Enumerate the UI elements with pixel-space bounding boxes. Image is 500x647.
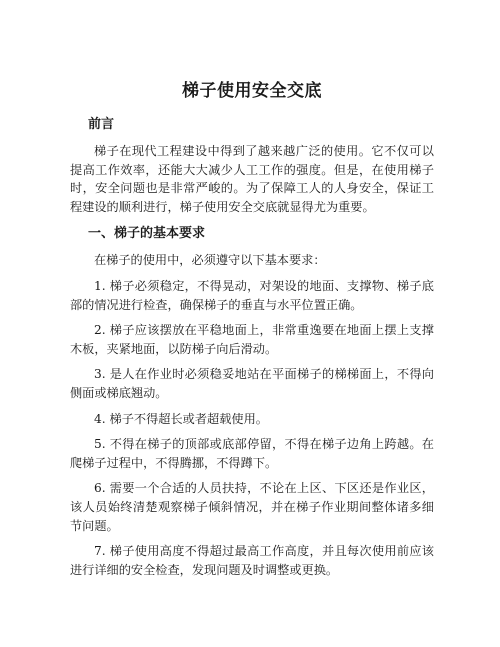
requirement-item: 1. 梯子必须稳定，不得晃动，对架设的地面、支撑物、梯子底部的情况进行检查，确保梯子的垂直与水平位置正确。 [70, 278, 434, 312]
requirement-item: 3. 是人在作业时必须稳妥地站在平面梯子的梯梯面上，不得向侧面或梯底翘动。 [70, 367, 434, 400]
preface-heading: 前言 [88, 117, 115, 132]
section-heading-basic-requirements: 一、梯子的基本要求 [88, 226, 206, 242]
requirement-item: 6. 需要一个合适的人员扶持，不论在上区、下区还是作业区，该人员始终清楚观察梯子倾斜情况，并在梯子作业期间整体诸多细节问题。 [70, 481, 434, 533]
requirement-item: 2. 梯子应该摆放在平稳地面上，非常重逸要在地面上摆上支撑木板，夹紧地面，以防梯子向后滑动。 [70, 323, 434, 356]
requirement-item: 7. 梯子使用高度不得超过最高工作高度，并且每次使用前应该进行详细的安全检查，发现问题及时调整或更换。 [70, 544, 434, 577]
preface-paragraph: 梯子在现代工程建设中得到了越来越广泛的使用。它不仅可以提高工作效率，还能大大减少人工工作的强度。但是，在使用梯子时，安全问题也是非常严峻的。为了保障工人的人身安全，保证工程建设的顺利进行，梯子使用安全交底就显得尤为重要。 [70, 144, 434, 214]
requirement-item: 5. 不得在梯子的顶部或底部停留，不得在梯子边角上跨越。在爬梯子过程中，不得腾挪，不得蹲下。 [70, 437, 434, 470]
section-intro-paragraph: 在梯子的使用中，必须遵守以下基本要求： [94, 253, 326, 268]
requirement-item: 4. 梯子不得超长或者超载使用。 [94, 411, 268, 426]
document-title: 梯子使用安全交底 [182, 81, 322, 101]
